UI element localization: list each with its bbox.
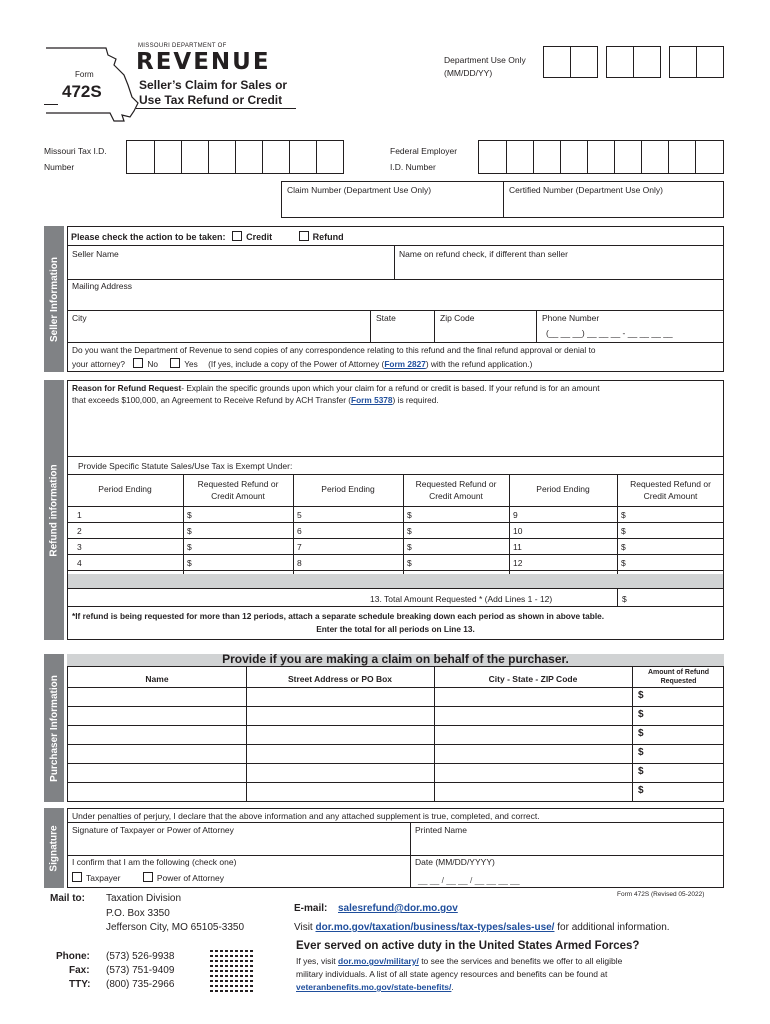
agency-line: MISSOURI DEPARTMENT OF	[138, 43, 227, 49]
seller-side-label: Seller Information	[44, 226, 64, 372]
mo-tax-id-label: Missouri Tax I.D.	[44, 146, 107, 156]
dept-date-yy[interactable]	[669, 46, 724, 78]
sales-use-link[interactable]: dor.mo.gov/taxation/business/tax-types/sales-use/	[315, 922, 555, 933]
purchaser-col-amount	[632, 668, 725, 686]
col-amount-3	[617, 478, 724, 502]
reason-textarea[interactable]	[68, 408, 723, 456]
action-prompt-text: Please check the action to be taken:	[71, 232, 226, 242]
col-amount-2-line2: Credit Amount	[429, 491, 483, 501]
printed-name-field[interactable]	[411, 823, 723, 855]
mo-tax-id-label-2: Number	[44, 162, 75, 172]
dollar-sign: $	[187, 542, 192, 552]
line-num: 3	[77, 542, 82, 552]
mailing-address-field[interactable]	[68, 280, 723, 310]
mo-tax-id-field[interactable]	[126, 140, 344, 174]
fax-label: Fax:	[69, 965, 90, 976]
purchaser-side-label: Purchaser Information	[44, 654, 64, 802]
line-num: 5	[297, 510, 302, 520]
form-2827-link[interactable]: Form 2827	[384, 359, 426, 369]
city-field[interactable]	[68, 311, 370, 341]
dollar-sign: $	[407, 510, 412, 520]
phone-footer-value: (573) 526-9938	[106, 951, 175, 962]
veteran-benefits-link[interactable]: veteranbenefits.mo.gov/state-benefits/	[296, 982, 452, 992]
dollar-sign: $	[187, 558, 192, 568]
tty-label: TTY:	[69, 979, 91, 990]
seller-name-label: Seller Name	[72, 249, 119, 259]
reason-title: Reason for Refund Request	[72, 383, 182, 393]
purchaser-dollar: $	[638, 728, 644, 739]
military-line-3	[296, 982, 454, 992]
period-table	[67, 474, 724, 574]
purchaser-heading: Provide if you are making a claim on behalf of the purchaser.	[222, 652, 569, 666]
col-amount-2-line1: Requested Refund or	[415, 479, 497, 489]
military-line-1	[296, 956, 622, 966]
signature-label: Signature of Taxpayer or Power of Attorney	[72, 825, 234, 835]
col-amount-1-line2: Credit Amount	[211, 491, 265, 501]
military-line-2: military individuals. A list of all state agency resources and benefits can be found at	[296, 969, 608, 979]
total-dollar: $	[622, 594, 627, 604]
military-end: .	[451, 982, 454, 992]
line-num: 7	[297, 542, 302, 552]
form-title-2: Use Tax Refund or Credit	[139, 93, 283, 107]
line-num: 11	[513, 542, 522, 552]
credit-option-label: Credit	[246, 232, 273, 242]
state-label: State	[376, 313, 396, 323]
dept-date-dd[interactable]	[606, 46, 661, 78]
dollar-sign: $	[187, 526, 192, 536]
poa-question-2: your attorney?	[72, 359, 126, 369]
reason-line-2	[72, 395, 439, 405]
revenue-logo: REVENUE	[136, 49, 271, 75]
total-label: 13. Total Amount Requested * (Add Lines 1 - 12)	[370, 594, 553, 604]
purchaser-dollar: $	[638, 766, 644, 777]
mailing-address-label: Mailing Address	[72, 281, 133, 291]
taxpayer-checkbox[interactable]	[72, 872, 82, 882]
fein-field[interactable]	[478, 140, 724, 174]
col-amount-3-line1: Requested Refund or	[630, 479, 711, 489]
dollar-sign: $	[621, 558, 626, 568]
purchaser-col-amount-2: Requested	[660, 678, 697, 685]
role-options	[72, 872, 224, 883]
line-num: 9	[513, 510, 518, 520]
schedule-note-2: Enter the total for all periods on Line 13.	[316, 624, 475, 634]
poa-option-label: Power of Attorney	[156, 873, 224, 883]
total-amount-field[interactable]	[630, 590, 722, 605]
refund-checkbox[interactable]	[299, 231, 309, 241]
dept-use-label: Department Use Only	[444, 55, 526, 65]
poa-note-post: ) with the refund application.)	[425, 359, 533, 369]
visit-post: for additional information.	[554, 922, 670, 933]
claim-number-label: Claim Number (Department Use Only)	[287, 185, 432, 195]
purchaser-col-city: City - State - ZIP Code	[488, 674, 578, 684]
purchaser-table	[67, 666, 724, 802]
dollar-sign: $	[407, 558, 412, 568]
confirm-label: I confirm that I am the following (check one)	[72, 857, 237, 867]
purchaser-dollar: $	[638, 709, 644, 720]
printed-name-label: Printed Name	[415, 825, 467, 835]
revision-label: Form 472S (Revised 05-2022)	[617, 891, 705, 898]
visit-line	[294, 922, 670, 933]
qr-code-icon[interactable]	[210, 948, 254, 992]
dollar-sign: $	[187, 510, 192, 520]
poa-no-checkbox[interactable]	[133, 358, 143, 368]
mail-line-3: Jefferson City, MO 65105-3350	[106, 922, 245, 933]
reason-line-1	[72, 383, 600, 393]
dollar-sign: $	[407, 526, 412, 536]
form-number: 472S	[62, 82, 102, 101]
line-num: 4	[77, 558, 82, 568]
purchaser-col-name: Name	[145, 674, 169, 684]
poa-checkbox[interactable]	[143, 872, 153, 882]
perjury-statement: Under penalties of perjury, I declare that the above information and any attached supplement is true, completed, and correct.	[72, 811, 540, 821]
military-link[interactable]: dor.mo.gov/military/	[338, 956, 419, 966]
purchaser-dollar: $	[638, 690, 644, 701]
taxpayer-option-label: Taxpayer	[86, 873, 121, 883]
poa-yes-label: Yes	[184, 359, 198, 369]
col-amount-1	[183, 478, 293, 502]
mail-line-1: Taxation Division	[106, 893, 182, 904]
tty-value: (800) 735-2966	[106, 979, 175, 990]
city-label: City	[72, 313, 87, 323]
zip-label: Zip Code	[440, 313, 475, 323]
form-title-1: Seller’s Claim for Sales or	[139, 78, 288, 92]
col-amount-3-line2: Credit Amount	[643, 491, 698, 501]
military-1a: If yes, visit	[296, 956, 339, 966]
line-num: 10	[513, 526, 523, 536]
phone-label: Phone Number	[542, 313, 600, 323]
fein-label-2: I.D. Number	[390, 162, 436, 172]
dept-use-format: (MM/DD/YY)	[444, 68, 493, 78]
date-field[interactable]: __ __ / __ __ / __ __ __ __	[418, 875, 520, 885]
poa-no-label: No	[147, 359, 158, 369]
poa-question: Do you want the Department of Revenue to send copies of any correspondence relating to this refund and the final refund approval or denial to	[72, 345, 596, 355]
seller-name-field[interactable]	[68, 246, 394, 278]
schedule-note-1: *If refund is being requested for more than 12 periods, attach a separate schedule breaking down each period as shown in above table.	[72, 611, 605, 621]
refund-side-label: Refund information	[44, 380, 64, 640]
form-word: Form	[75, 70, 94, 79]
poa-answer-row	[72, 358, 532, 369]
signature-field[interactable]	[68, 823, 410, 855]
statute-label: Provide Specific Statute Sales/Use Tax is Exempt Under:	[78, 461, 293, 471]
col-amount-2	[403, 478, 509, 502]
claim-number-field	[281, 181, 724, 218]
col-period-2: Period Ending	[321, 484, 375, 494]
dollar-sign: $	[621, 526, 626, 536]
credit-checkbox[interactable]	[232, 231, 242, 241]
visit-pre: Visit	[294, 922, 316, 933]
signature-side-label: Signature	[44, 808, 64, 888]
dept-date-mm[interactable]	[543, 46, 598, 78]
fein-label: Federal Employer	[390, 146, 458, 156]
poa-yes-checkbox[interactable]	[170, 358, 180, 368]
mail-to-label: Mail to:	[50, 893, 85, 904]
poa-note-pre: (If yes, include a copy of the Power of Attorney (	[208, 359, 385, 369]
email-link[interactable]: salesrefund@dor.mo.gov	[338, 903, 458, 914]
dollar-sign: $	[621, 542, 626, 552]
zip-field[interactable]	[435, 311, 536, 341]
col-amount-1-line1: Requested Refund or	[197, 479, 279, 489]
line-num: 6	[297, 526, 302, 536]
refund-option-label: Refund	[312, 232, 344, 242]
reason-text-2b: ) is required.	[392, 395, 439, 405]
date-label: Date (MM/DD/YYYY)	[415, 857, 495, 867]
col-period-3: Period Ending	[536, 484, 590, 494]
military-1b: to see the services and benefits we offer to all eligible	[418, 956, 623, 966]
dollar-sign: $	[621, 510, 626, 520]
phone-field[interactable]: (__ __ __) __ __ __ - __ __ __ __	[546, 328, 673, 338]
line-num: 1	[77, 510, 82, 520]
reason-text-2a: that exceeds $100,000, an Agreement to Receive Refund by ACH Transfer (	[72, 395, 352, 405]
fax-value: (573) 751-9409	[106, 965, 175, 976]
dollar-sign: $	[407, 542, 412, 552]
form-5378-link[interactable]: Form 5378	[351, 395, 393, 405]
mail-line-2: P.O. Box 3350	[106, 908, 170, 919]
purchaser-col-amount-1: Amount of Refund	[647, 669, 710, 676]
state-field[interactable]	[371, 311, 434, 341]
reason-text: - Explain the specific grounds upon which your claim for a refund or credit is based. If your refund is for an amount	[181, 383, 600, 393]
refund-check-name-field[interactable]	[395, 246, 723, 278]
purchaser-dollar: $	[638, 747, 644, 758]
military-heading: Ever served on active duty in the United States Armed Forces?	[296, 940, 640, 952]
email-label: E-mail:	[294, 903, 328, 914]
purchaser-col-address: Street Address or PO Box	[287, 674, 393, 684]
statute-field[interactable]	[340, 458, 720, 472]
refund-check-name-label: Name on refund check, if different than seller	[399, 249, 568, 259]
line-num: 12	[513, 558, 523, 568]
line-num: 2	[77, 526, 82, 536]
certified-number-label: Certified Number (Department Use Only)	[509, 185, 663, 195]
phone-footer-label: Phone:	[56, 951, 90, 962]
col-period-1: Period Ending	[98, 484, 152, 494]
purchaser-dollar: $	[638, 785, 644, 796]
line-num: 8	[297, 558, 302, 568]
action-prompt	[71, 231, 344, 242]
